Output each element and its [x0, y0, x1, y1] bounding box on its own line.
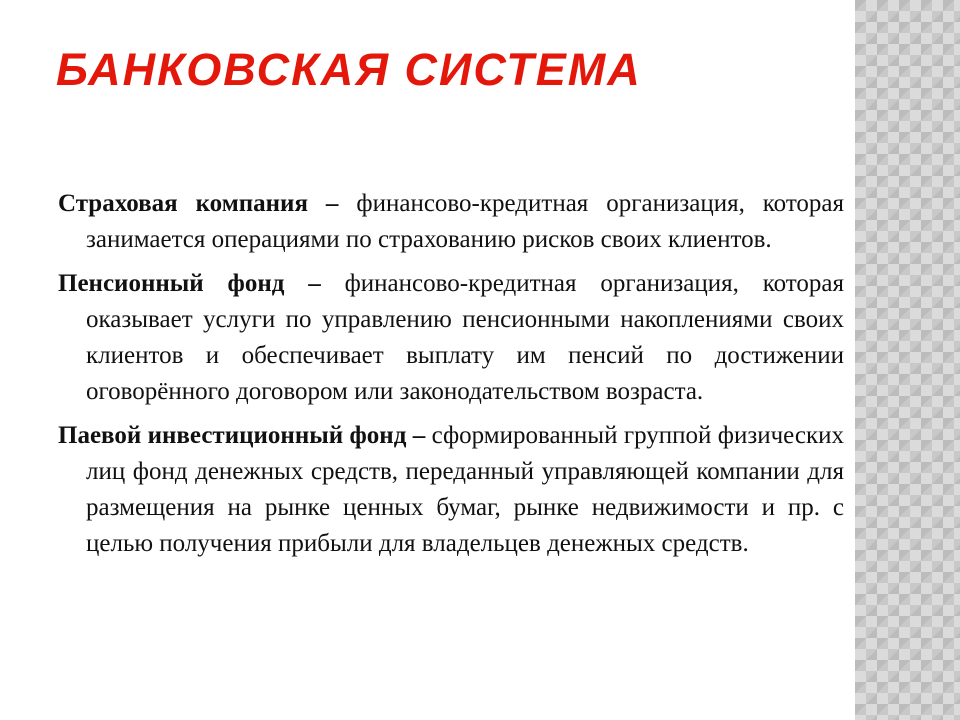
- definition-dash: –: [406, 422, 432, 449]
- definitions-list: [58, 186, 844, 570]
- definition-dash: –: [284, 270, 345, 297]
- definition-text: финансово-кредитная организация, которая оказывает услуги по управлению пенсионными накоплениями своих клиентов и обеспечивает выплату им пенсий по достижении оговорённого договором или законодательством возраста.: [86, 270, 844, 405]
- definition-text: сформированный группой физических лиц фонд денежных средств, переданный управляющей компании для размещения на рынке ценных бумаг, рынке недвижимости и пр. с целью получения прибыли для владельцев денежных средств.: [86, 422, 844, 557]
- definition-pension-fund: [58, 266, 844, 410]
- definition-insurance-company: [58, 186, 844, 258]
- definition-term: Страховая компания: [58, 190, 308, 217]
- definition-term: Паевой инвестиционный фонд: [58, 422, 407, 449]
- definition-dash: –: [307, 190, 357, 217]
- definition-text: финансово-кредитная организация, которая занимается операциями по страхованию рисков своих клиентов.: [86, 190, 845, 253]
- definition-term: Пенсионный фонд: [58, 270, 285, 297]
- definition-mutual-fund: [58, 418, 844, 562]
- slide-title: БАНКОВСКАЯ СИСТЕМА: [56, 44, 642, 95]
- decorative-side-panel: [855, 0, 960, 720]
